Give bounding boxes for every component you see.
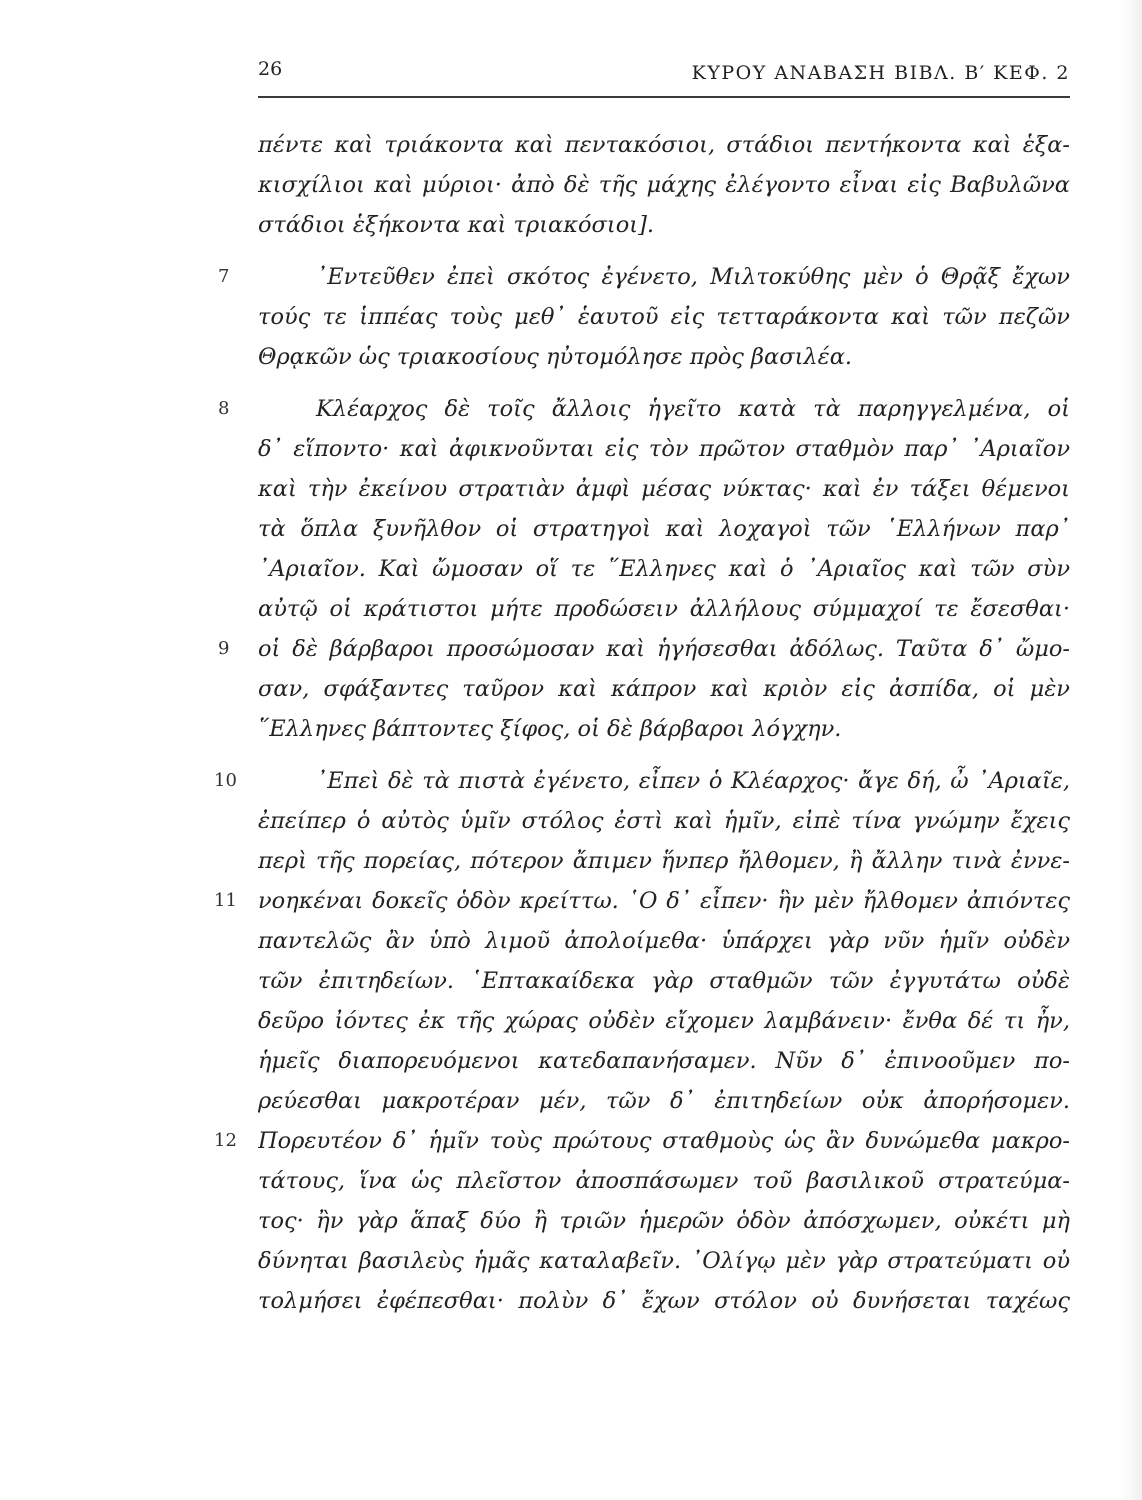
text-line [214, 881, 1070, 921]
text-line [258, 509, 1070, 549]
text-line [218, 257, 1070, 297]
text-line [258, 1241, 1070, 1281]
section-number: 9 [218, 638, 230, 659]
line-text: καὶ τὴν ἐκείνου στρατιὰν ἀμφὶ μέσας νύκτας· καὶ ἐν τάξει θέμενοι [258, 476, 1070, 502]
text-line [258, 469, 1070, 509]
header-rule [258, 96, 1070, 98]
text-line [258, 961, 1070, 1001]
text-line [258, 841, 1070, 881]
line-text: ρεύεσθαι μακροτέραν μέν, τῶν δ᾿ ἐπιτηδείων οὐκ ἀπορήσομεν. [258, 1088, 1070, 1114]
line-text: τολμήσει ἐφέπεσθαι· πολὺν δ᾿ ἔχων στόλον οὐ δυνήσεται ταχέως [258, 1288, 1070, 1314]
greek-text-body [214, 125, 1070, 1321]
line-text: σαν, σφάξαντες ταῦρον καὶ κάπρον καὶ κριὸν εἰς ἀσπίδα, οἱ μὲν [258, 676, 1070, 702]
text-line [258, 205, 1070, 245]
line-text: τῶν ἐπιτηδείων. ῾Επτακαίδεκα γὰρ σταθμῶν τῶν ἐγγυτάτω οὐδὲ [258, 968, 1070, 994]
text-line [258, 429, 1070, 469]
text-line [258, 1161, 1070, 1201]
section-number: 10 [214, 770, 237, 791]
text-line [258, 165, 1070, 205]
text-line [258, 1081, 1070, 1121]
line-text: Κλέαρχος δὲ τοῖς ἄλλοις ἡγεῖτο κατὰ τὰ παρηγγελμένα, οἱ [316, 396, 1070, 422]
text-line [218, 389, 1070, 429]
text-line [214, 1121, 1070, 1161]
text-line [258, 669, 1070, 709]
line-text: δ᾿ εἵποντο· καὶ ἀφικνοῦνται εἰς τὸν πρῶτον σταθμὸν παρ᾿ ᾿Αριαῖον [258, 436, 1070, 462]
page-header [258, 58, 1070, 98]
text-line [258, 921, 1070, 961]
line-text: ἡμεῖς διαπορευόμενοι κατεδαπανήσαμεν. Νῦν δ᾿ ἐπινοοῦμεν πο- [258, 1048, 1070, 1074]
line-text: νοηκέναι δοκεῖς ὁδὸν κρείττω. ῾Ο δ᾿ εἶπεν· ἣν μὲν ἤλθομεν ἀπιόντες [258, 888, 1070, 914]
text-line [258, 337, 1070, 377]
page-number: 26 [258, 58, 283, 80]
text-line [218, 629, 1070, 669]
text-line [258, 801, 1070, 841]
text-line [214, 761, 1070, 801]
section-number: 8 [218, 398, 230, 419]
text-line [258, 709, 1070, 749]
section-number: 11 [214, 890, 237, 911]
line-text: Θρᾳκῶν ὡς τριακοσίους ηὐτομόλησε πρὸς βασιλέα. [258, 344, 853, 370]
text-line [258, 1041, 1070, 1081]
line-text: δύνηται βασιλεὺς ἡμᾶς καταλαβεῖν. ᾿Ολίγῳ μὲν γὰρ στρατεύματι οὐ [258, 1248, 1070, 1274]
line-text: ῞Ελληνες βάπτοντες ξίφος, οἱ δὲ βάρβαροι λόγχην. [258, 716, 842, 742]
line-text: κισχίλιοι καὶ μύριοι· ἀπὸ δὲ τῆς μάχης ἐλέγοντο εἶναι εἰς Βαβυλῶνα [258, 172, 1070, 198]
line-text: Πορευτέον δ᾿ ἡμῖν τοὺς πρώτους σταθμοὺς ὡς ἂν δυνώμεθα μακρο- [258, 1128, 1070, 1154]
section-number: 7 [218, 266, 230, 287]
text-line [258, 125, 1070, 165]
text-line [258, 297, 1070, 337]
line-text: πέντε καὶ τριάκοντα καὶ πεντακόσιοι, στάδιοι πεντήκοντα καὶ ἑξα- [258, 132, 1070, 158]
line-text: ἐπείπερ ὁ αὐτὸς ὑμῖν στόλος ἐστὶ καὶ ἡμῖν, εἰπὲ τίνα γνώμην ἔχεις [258, 808, 1070, 834]
line-text: τος· ἢν γὰρ ἅπαξ δύο ἢ τριῶν ἡμερῶν ὁδὸν ἀπόσχωμεν, οὐκέτι μὴ [258, 1208, 1070, 1234]
line-text: ᾿Αριαῖον. Καὶ ὤμοσαν οἵ τε ῞Ελληνες καὶ ὁ ᾿Αριαῖος καὶ τῶν σὺν [258, 556, 1070, 582]
line-text: παντελῶς ἂν ὑπὸ λιμοῦ ἀπολοίμεθα· ὑπάρχει γὰρ νῦν ἡμῖν οὐδὲν [258, 928, 1070, 954]
page-edge-shadow [1120, 0, 1142, 1500]
section-number: 12 [214, 1130, 237, 1151]
running-title: ΚΥΡΟΥ ΑΝΑΒΑΣΗ ΒΙΒΛ. Β′ ΚΕΦ. 2 [691, 62, 1070, 84]
line-text: περὶ τῆς πορείας, πότερον ἄπιμεν ἥνπερ ἤλθομεν, ἢ ἄλλην τινὰ ἐννε- [258, 848, 1070, 874]
text-line [258, 1001, 1070, 1041]
line-text: ᾿Επεὶ δὲ τὰ πιστὰ ἐγένετο, εἶπεν ὁ Κλέαρχος· ἄγε δή, ὦ ᾿Αριαῖε, [316, 768, 1070, 794]
line-text: τούς τε ἱππέας τοὺς μεθ᾿ ἑαυτοῦ εἰς τετταράκοντα καὶ τῶν πεζῶν [258, 304, 1070, 330]
line-text: τὰ ὅπλα ξυνῆλθον οἱ στρατηγοὶ καὶ λοχαγοὶ τῶν ῾Ελλήνων παρ᾿ [258, 516, 1070, 542]
text-line [258, 589, 1070, 629]
line-text: τάτους, ἵνα ὡς πλεῖστον ἀποσπάσωμεν τοῦ βασιλικοῦ στρατεύμα- [258, 1168, 1070, 1194]
text-line [258, 549, 1070, 589]
line-text: οἱ δὲ βάρβαροι προσώμοσαν καὶ ἡγήσεσθαι ἀδόλως. Ταῦτα δ᾿ ὤμο- [258, 636, 1070, 662]
line-text: ᾿Εντεῦθεν ἐπεὶ σκότος ἐγένετο, Μιλτοκύθης μὲν ὁ Θρᾷξ ἔχων [316, 264, 1070, 290]
line-text: αὐτῷ οἱ κράτιστοι μήτε προδώσειν ἀλλήλους σύμμαχοί τε ἔσεσθαι· [258, 596, 1070, 622]
text-line [258, 1201, 1070, 1241]
text-line [258, 1281, 1070, 1321]
line-text: δεῦρο ἰόντες ἐκ τῆς χώρας οὐδὲν εἴχομεν λαμβάνειν· ἔνθα δέ τι ἦν, [258, 1008, 1070, 1034]
line-text: στάδιοι ἑξήκοντα καὶ τριακόσιοι]. [258, 212, 655, 238]
